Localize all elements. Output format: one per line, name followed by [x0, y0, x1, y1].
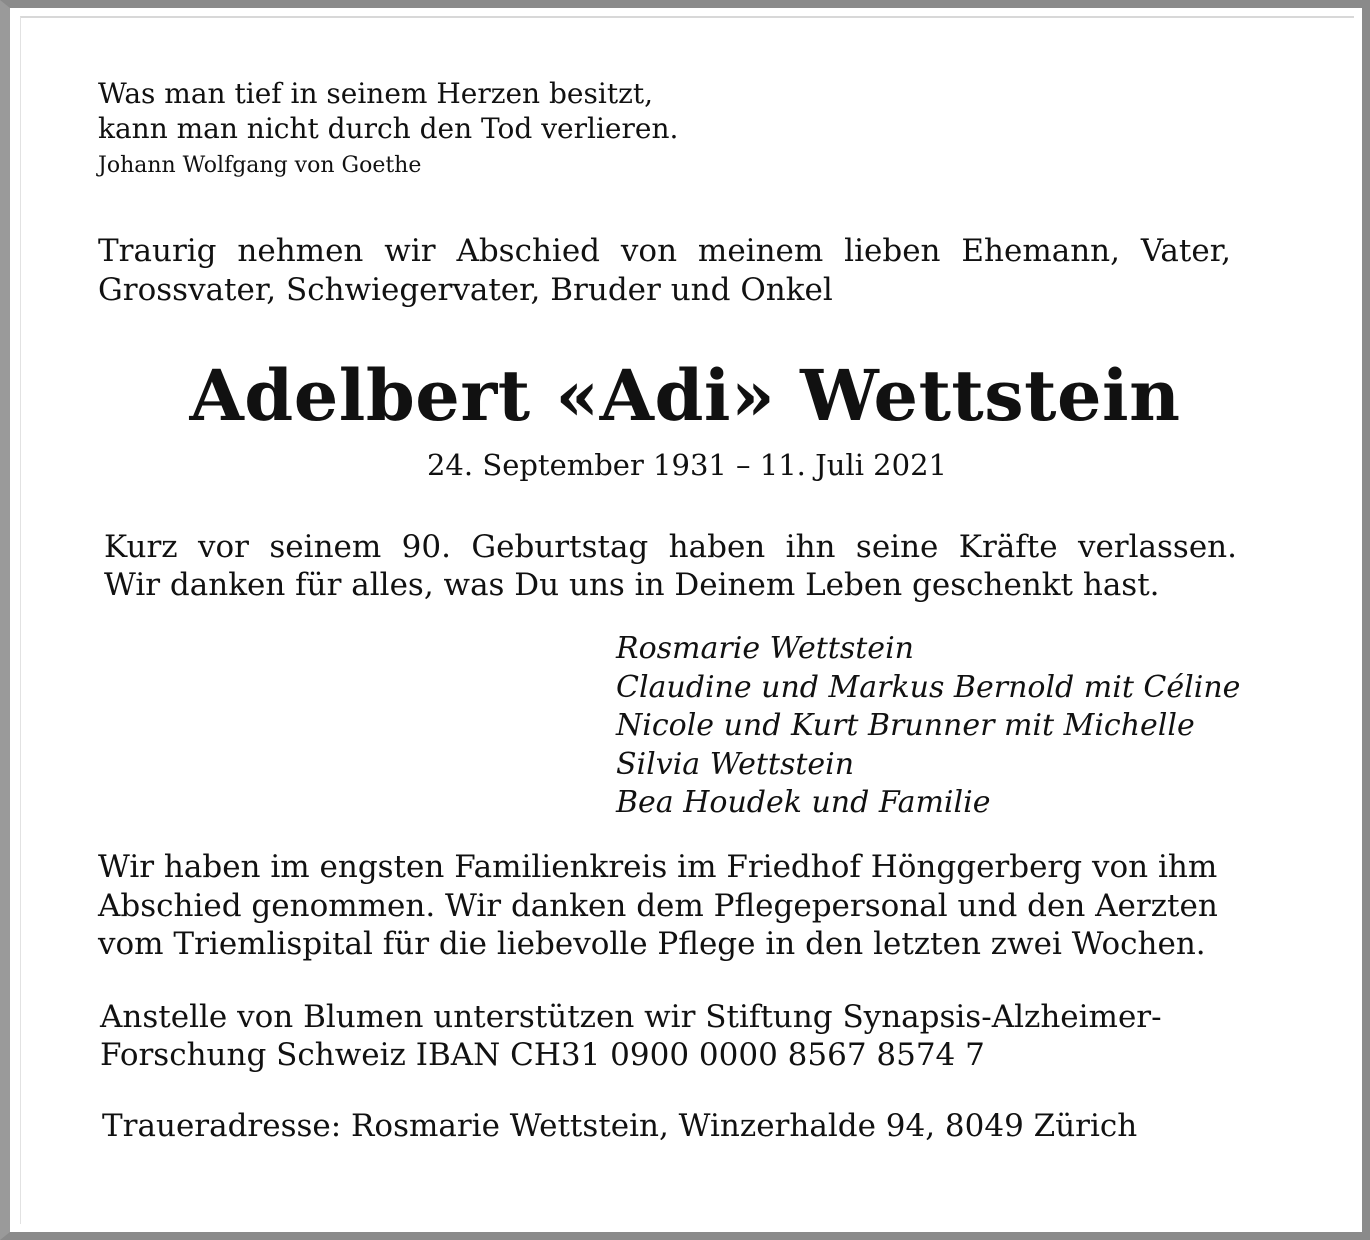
funeral-line: Wir haben im engsten Familienkreis im Friedhof Hönggerberg von ihm — [98, 849, 1218, 885]
intro-line: Traurig nehmen wir Abschied von meinem lieben Ehemann, Vater, — [98, 233, 1231, 269]
mourning-address: Traueradresse: Rosmarie Wettstein, Winzerhalde 94, 8049 Zürich — [102, 1108, 1138, 1144]
funeral-note — [98, 848, 1218, 964]
message-line: Kurz vor seinem 90. Geburtstag haben ihn seine Kräfte verlassen. — [104, 529, 1237, 565]
quote-line: kann man nicht durch den Tod verlieren. — [98, 112, 679, 145]
mourner-name: Bea Houdek und Familie — [616, 785, 991, 820]
quote-author: Johann Wolfgang von Goethe — [98, 153, 422, 178]
mourner-name: Claudine und Markus Bernold mit Céline — [616, 669, 1241, 705]
donation-line: Forschung Schweiz IBAN CH31 0900 0000 8567 8574 7 — [100, 1037, 985, 1073]
goethe-quote — [98, 76, 678, 146]
mourner-name: Nicole und Kurt Brunner mit Michelle — [616, 708, 1195, 743]
donation-line: Anstelle von Blumen unterstützen wir Stiftung Synapsis-Alzheimer- — [100, 999, 1162, 1035]
quote-line: Was man tief in seinem Herzen besitzt, — [98, 77, 653, 110]
intro-text — [98, 232, 1231, 310]
donation-note — [100, 998, 1162, 1074]
life-dates: 24. September 1931 – 11. Juli 2021 — [426, 448, 947, 482]
deceased-name: Adelbert «Adi» Wettstein — [189, 354, 1181, 437]
message-line: Wir danken für alles, was Du uns in Deinem Leben geschenkt hast. — [104, 567, 1160, 603]
mourner-name: Silvia Wettstein — [616, 746, 855, 782]
funeral-line: Abschied genommen. Wir danken dem Pflegepersonal und den Aerzten — [98, 887, 1218, 924]
mourners-list — [616, 630, 1240, 823]
mourner-name: Rosmarie Wettstein — [616, 631, 914, 666]
farewell-message — [104, 528, 1237, 604]
intro-line: Grossvater, Schwiegervater, Bruder und Onkel — [98, 272, 833, 308]
funeral-line: vom Triemlispital für die liebevolle Pflege in den letzten zwei Wochen. — [98, 926, 1206, 962]
